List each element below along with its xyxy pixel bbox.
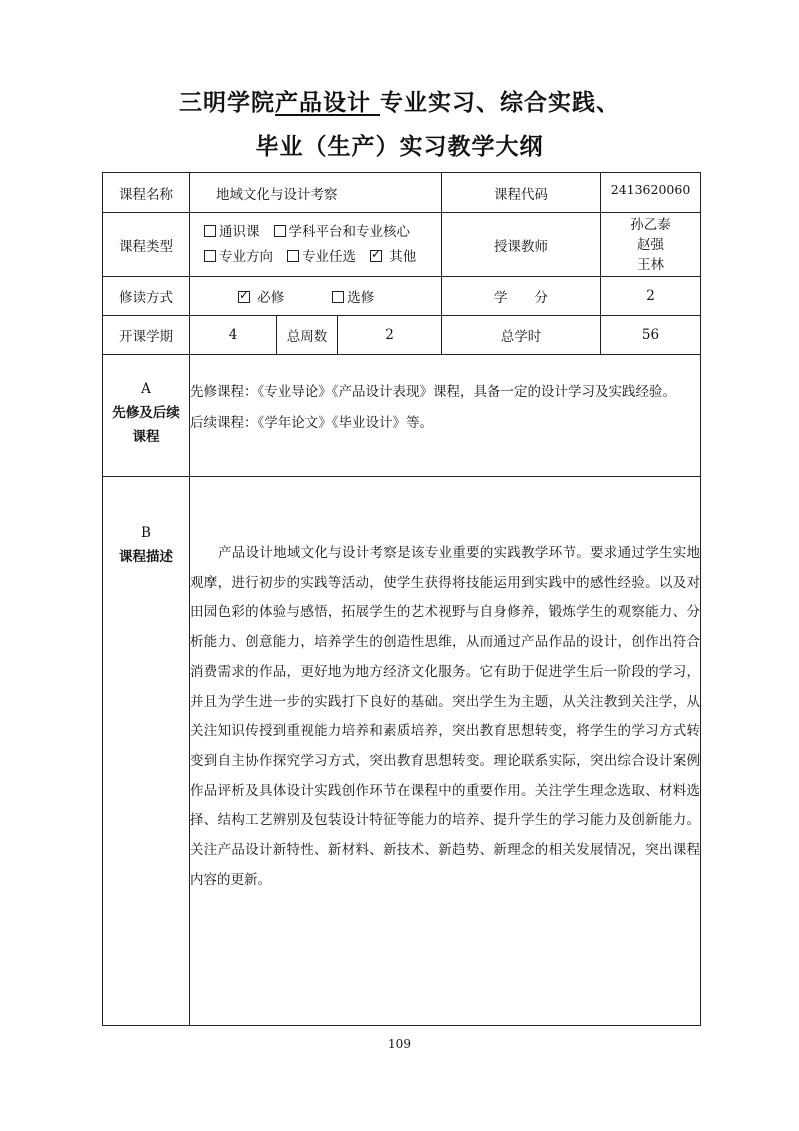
study-mode-label: 修读方式 <box>103 277 190 316</box>
section-b-letter: B <box>141 525 151 541</box>
credit-value: 2 <box>601 277 701 316</box>
hours-value: 56 <box>601 316 701 355</box>
row-semester <box>103 316 701 355</box>
course-code-value: 2413620060 <box>601 173 701 213</box>
row-study-mode <box>103 277 701 316</box>
checkbox-checked-icon <box>370 250 382 262</box>
section-b-heading <box>103 477 190 1026</box>
teacher-label: 授课教师 <box>442 213 601 277</box>
teacher-name: 孙乙泰 <box>630 216 671 233</box>
section-b-content <box>190 477 701 1026</box>
checkbox-icon <box>332 291 344 303</box>
study-mode-options <box>190 277 442 316</box>
page-number: 109 <box>388 1037 411 1051</box>
title-suffix: 专业实习、综合实践、 <box>380 90 620 116</box>
checkbox-checked-icon <box>238 291 250 303</box>
course-outline-table <box>102 172 701 1026</box>
course-type-options <box>190 213 442 277</box>
teacher-list <box>601 213 701 277</box>
type-option-core[interactable]: 学科平台和专业核心 <box>274 224 411 240</box>
study-option-required[interactable]: ✓ 必修 <box>238 290 284 306</box>
checkbox-icon <box>287 250 299 262</box>
course-code-label: 课程代码 <box>442 173 601 213</box>
section-a-content <box>190 355 701 477</box>
teacher-name: 赵强 <box>637 236 665 253</box>
row-course-type <box>103 213 701 277</box>
credit-label: 学 分 <box>442 277 601 316</box>
section-a-letter: A <box>141 381 151 397</box>
checkbox-icon <box>204 250 216 262</box>
course-name-label: 课程名称 <box>103 173 190 213</box>
hours-label: 总学时 <box>442 316 601 355</box>
type-option-general[interactable]: 通识课 <box>204 224 260 240</box>
teacher-name: 王林 <box>637 256 665 273</box>
course-type-label: 课程类型 <box>103 213 190 277</box>
follow-up-courses: 后续课程：《学年论文》《毕业设计》等。 <box>190 415 433 431</box>
title-major-underlined: 产品设计 <box>274 90 380 116</box>
prerequisite-courses: 先修课程：《专业导论》《产品设计表现》课程，具备一定的设计学习及实践经验。 <box>190 384 676 400</box>
type-option-other[interactable]: ✓ 其他 <box>370 249 416 265</box>
course-name-value: 地域文化与设计考察 <box>190 173 442 213</box>
title-prefix: 三明学院 <box>178 90 275 116</box>
row-course-name <box>103 173 701 213</box>
semester-label: 开课学期 <box>103 316 190 355</box>
weeks-value: 2 <box>338 316 442 355</box>
section-a-title-line2: 课程 <box>132 429 160 445</box>
type-option-direction[interactable]: 专业方向 <box>204 249 273 265</box>
study-option-elective[interactable]: 选修 <box>332 290 374 306</box>
semester-value: 4 <box>190 316 277 355</box>
type-option-elective[interactable]: 专业任选 <box>287 249 356 265</box>
section-a-heading <box>103 355 190 477</box>
weeks-label: 总周数 <box>277 316 338 355</box>
document-title-line2: 毕业（生产）实习教学大纲 <box>255 134 544 160</box>
document-title-line1 <box>0 84 799 117</box>
section-b-title: 课程描述 <box>119 549 173 565</box>
section-a-title-line1: 先修及后续 <box>112 405 180 421</box>
checkbox-icon <box>204 225 216 237</box>
course-description: 产品设计地域文化与设计考察是该专业重要的实践教学环节。要求通过学生实地观摩，进行初步的实践等活动，使学生获得将技能运用到实践中的感性经验。以及对田园色彩的体验与感悟，拓展学生的艺术视野与自身修养，锻炼学生的观察能力、分析能力、创意能力，培养学生的创造性思维，从而通过产品作品的设计，创作出符合消费需求的作品，更好地为地方经济文化服务。它有助于促进学生后一阶段的学习，并且为学生进一步的实践打下良好的基础。突出学生为主题，从关注教到关注学，从关注知识传授到重视能力培养和素质培养，突出教育思想转变，将学生的学习方式转变到自主协作探究学习方式，突出教育思想转变。理论联系实际，突出综合设计案例作品评析及具体设计实践创作环节在课程中的重要作用。关注学生理念选取、材料选择、结构工艺辨别及包装设计特征等能力的培养、提升学生的学习能力及创新能力。关注产品设计新特性、新材料、新技术、新趋势、新理念的相关发展情况，突出课程内容的更新。 <box>190 545 701 888</box>
checkbox-icon <box>274 225 286 237</box>
row-section-b <box>103 477 701 1026</box>
row-section-a <box>103 355 701 477</box>
